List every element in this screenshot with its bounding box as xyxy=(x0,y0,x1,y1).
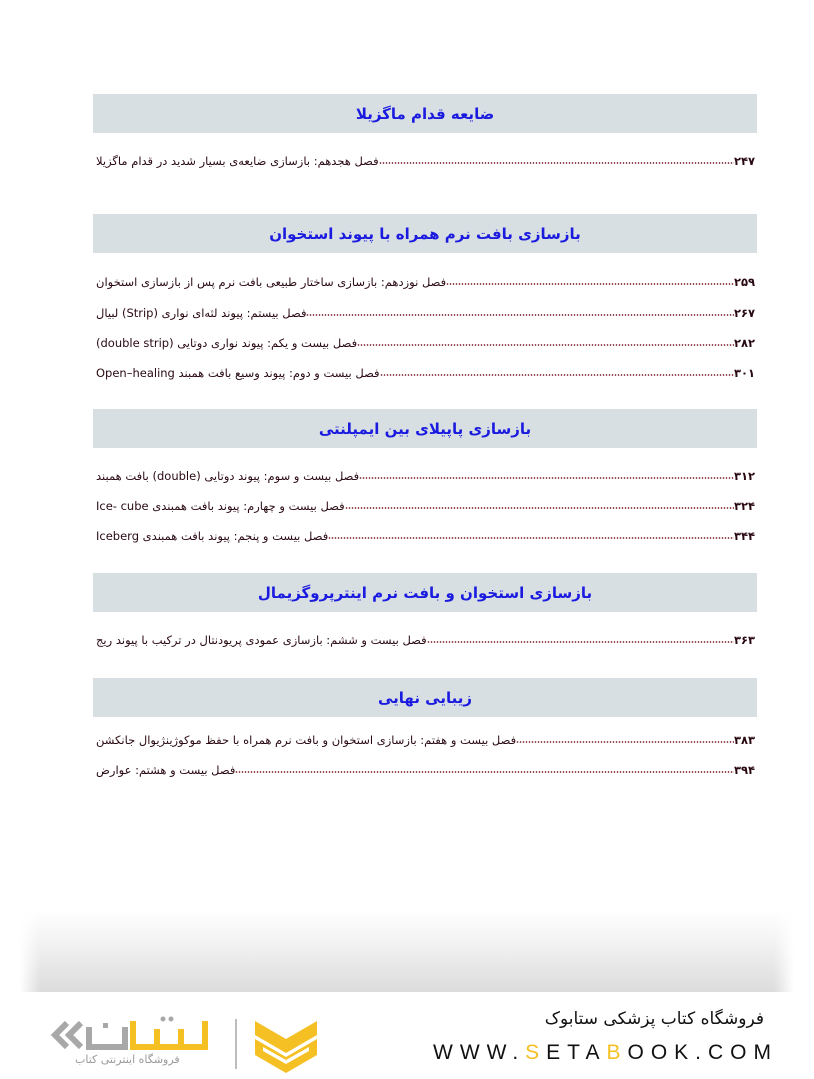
entry-title: فصل هجدهم: بازسازی ضایعه‌ی بسیار شدید در قدام ماگزیلا xyxy=(96,154,379,168)
section-title: ضایعه قدام ماگزیلا xyxy=(355,104,495,123)
toc-entry[interactable] xyxy=(93,495,757,513)
entry-page-number: ۲۵۹ xyxy=(733,275,755,289)
url-part-highlight: B xyxy=(606,1041,628,1064)
section-header xyxy=(93,678,757,717)
section-header xyxy=(93,214,757,253)
entry-title: فصل بیستم: پیوند لثه‌ای نواری (Strip) لبیال xyxy=(96,306,307,320)
entry-page-number: ۳۲۴ xyxy=(733,499,755,513)
entry-title: فصل بیست و پنجم: پیوند بافت همبندی Iceberg xyxy=(96,529,329,543)
entry-page-number: ۳۶۳ xyxy=(733,633,755,647)
entry-title: فصل بیست و یکم: پیوند نواری دوتایی (double strip) xyxy=(96,336,358,350)
dot-leader xyxy=(427,641,734,643)
section-header xyxy=(93,573,757,612)
url-part: ETA xyxy=(546,1041,607,1064)
section-title: بازسازی استخوان و بافت نرم اینترپروگزیمال xyxy=(257,583,593,602)
url-part: WWW. xyxy=(433,1041,526,1064)
section-title: بازسازی پاپیلای بین ایمپلنتی xyxy=(318,419,532,438)
entry-title: فصل بیست و هفتم: بازسازی استخوان و بافت نرم همراه با حفظ موکوژینژیوال جانکشن xyxy=(96,733,517,747)
entry-title: فصل بیست و چهارم: پیوند بافت همبندی Ice- cube xyxy=(96,499,345,513)
entry-page-number: ۳۰۱ xyxy=(733,366,755,380)
section-title: زیبایی نهایی xyxy=(377,688,473,707)
toc-entry[interactable] xyxy=(93,465,757,483)
dot-leader xyxy=(328,537,734,539)
chevron-book-icon xyxy=(255,1017,317,1075)
entry-page-number: ۲۸۲ xyxy=(733,336,755,350)
toc-entry[interactable] xyxy=(93,271,757,289)
dot-leader xyxy=(516,741,734,743)
dot-leader xyxy=(446,283,734,285)
dot-leader xyxy=(380,374,734,376)
store-url-link[interactable] xyxy=(433,1041,778,1065)
entry-title: فصل بیست و هشتم: عوارض xyxy=(96,763,236,777)
section-header xyxy=(93,94,757,133)
entry-page-number: ۲۶۷ xyxy=(733,306,755,320)
entry-title: فصل بیست و سوم: پیوند دوتایی (double) بافت همبند xyxy=(96,469,360,483)
url-part: OOK.COM xyxy=(627,1041,778,1064)
entry-page-number: ۳۱۲ xyxy=(733,469,755,483)
toc-entry[interactable] xyxy=(93,525,757,543)
dot-leader xyxy=(379,162,734,164)
entry-page-number: ۳۴۴ xyxy=(733,529,755,543)
dot-leader xyxy=(359,477,734,479)
entry-page-number: ۳۸۳ xyxy=(733,733,755,747)
toc-entry[interactable] xyxy=(93,302,757,320)
logo-tagline: فروشگاه اینترنتی کتاب xyxy=(75,1053,180,1066)
url-part-highlight: S xyxy=(525,1041,547,1064)
toc-entry[interactable] xyxy=(93,629,757,647)
dot-leader xyxy=(345,507,734,509)
entry-page-number: ۳۹۴ xyxy=(733,763,755,777)
footer-shadow-band xyxy=(20,910,794,992)
entry-title: فصل بیست و ششم: بازسازی عمودی پریودنتال در ترکیب با پیوند ریج xyxy=(96,633,427,647)
toc-entry[interactable] xyxy=(93,362,757,380)
toc-entry[interactable] xyxy=(93,150,757,168)
store-name: فروشگاه کتاب پزشکی ستابوک xyxy=(544,1009,764,1029)
toc-entry[interactable] xyxy=(93,759,757,777)
dot-leader xyxy=(306,314,733,316)
entry-title: فصل نوزدهم: بازسازی ساختار طبیعی بافت نرم پس از بازسازی استخوان xyxy=(96,275,447,289)
setabook-logo[interactable] xyxy=(35,1015,325,1075)
section-title: بازسازی بافت نرم همراه با پیوند استخوان xyxy=(269,224,581,243)
toc-entry[interactable] xyxy=(93,332,757,350)
entry-title: فصل بیست و دوم: پیوند وسیع بافت همبند Open–healing xyxy=(96,366,380,380)
section-header xyxy=(93,409,757,448)
dot-leader xyxy=(235,771,734,773)
entry-page-number: ۲۴۷ xyxy=(733,154,755,168)
dot-leader xyxy=(357,344,734,346)
logo-wordmark-icon xyxy=(45,1015,230,1053)
toc-entry[interactable] xyxy=(93,729,757,747)
logo-divider xyxy=(235,1019,237,1069)
